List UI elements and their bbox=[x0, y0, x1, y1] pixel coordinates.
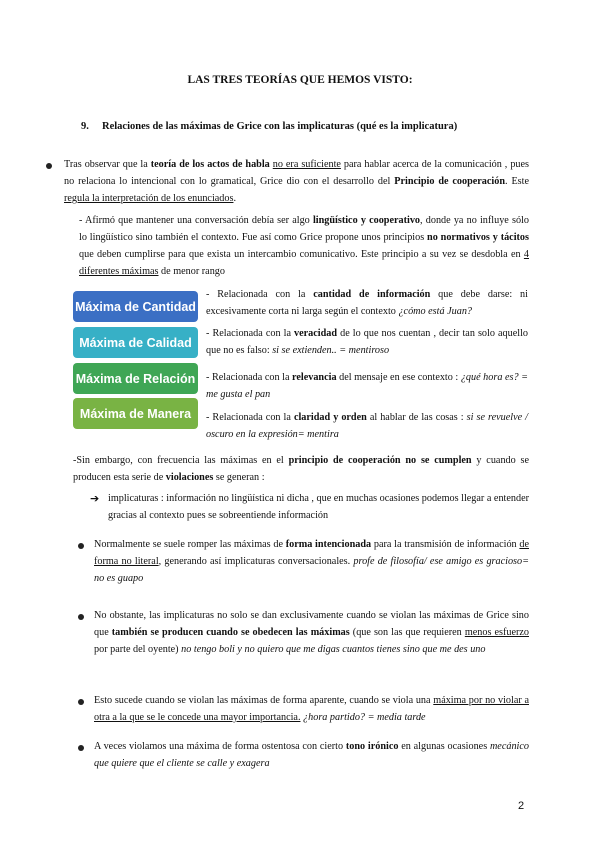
section-title: Relaciones de las máximas de Grice con las implicaturas (qué es la implicatura) bbox=[102, 121, 458, 132]
maxim-desc-manera: - Relacionada con la claridad y orden al hablar de las cosas : si se revuelve / oscuro en la expresión= mentira bbox=[206, 412, 528, 440]
maxim-box-calidad: Máxima de Calidad bbox=[73, 327, 198, 358]
cooperation-paragraph: - Afirmó que mantener una conversación debía ser algo lingüístico y cooperativo, donde ya no influye sólo lo lingüístico sino también el contexto. Fue así como Grice propone unos principios no normativos y tácitos que deben cumplirse para que exista un intercambio comunicativo. Este principio a su vez se desdobla en 4 diferentes máximas de menor rango bbox=[79, 215, 529, 277]
bullet-obeyed: No obstante, las implicaturas no solo se dan exclusivamente cuando se violan las máximas de Grice sino que también se producen cuando se obedecen las máximas (que son las que requieren menos esfuerzo por parte del oyente) no tengo boli y no quiero que me digas cuantos tienes sino que me des uno bbox=[94, 610, 529, 655]
page-number: 2 bbox=[518, 800, 525, 812]
maxim-box-cantidad: Máxima de Cantidad bbox=[73, 291, 198, 322]
bullet-intentional: Normalmente se suele romper las máximas de forma intencionada para la transmisión de información de forma no literal, generando así implicaturas conversacionales. profe de filosofía/ ese amigo es gracioso= no es guapo bbox=[94, 539, 529, 584]
bullet-dot bbox=[46, 163, 52, 169]
bullet-dot bbox=[78, 745, 84, 751]
maxim-desc-cantidad: - Relacionada con la cantidad de información que debe darse: ni excesivamente corta ni larga según el contexto ¿cómo está Juan? bbox=[206, 289, 528, 317]
bullet-dot bbox=[78, 614, 84, 620]
maxim-box-manera: Máxima de Manera bbox=[73, 398, 198, 429]
page-title: LAS TRES TEORÍAS QUE HEMOS VISTO: bbox=[187, 74, 413, 86]
bullet-ironic: A veces violamos una máxima de forma ostentosa con cierto tono irónico en algunas ocasiones mecánico que quiere que el cliente se calle y exagera bbox=[94, 741, 529, 769]
maxim-desc-calidad: - Relacionada con la veracidad de lo que nos cuentan , decir tan solo aquello que no es falso: si se extienden.. = mentiroso bbox=[206, 328, 528, 356]
bullet-apparent: Esto sucede cuando se violan las máximas de forma aparente, cuando se viola una máxima por no violar a otra a la que se le concede una mayor importancia. ¿hora partido? = media tarde bbox=[94, 695, 529, 723]
section-number: 9. bbox=[81, 121, 89, 132]
maxim-box-relacion: Máxima de Relación bbox=[73, 363, 198, 394]
intro-paragraph: Tras observar que la teoría de los actos de habla no era suficiente para hablar acerca de la comunicación , pues no relaciona lo intencional con lo gramatical, Grice dio con el desarrollo del Principio de cooperación. Este regula la interpretación de los enunciados. bbox=[64, 159, 529, 204]
violations-paragraph: -Sin embargo, con frecuencia las máximas en el principio de cooperación no se cumplen y cuando se producen esta serie de violaciones se generan : bbox=[73, 455, 530, 483]
bullet-dot bbox=[78, 543, 84, 549]
arrow-icon: ➔ bbox=[90, 492, 100, 505]
implicaturas-item: implicaturas : información no lingüística ni dicha , que en muchas ocasiones podemos llegar a entender gracias al contexto pues se sobreentiende información bbox=[108, 493, 529, 521]
bullet-dot bbox=[78, 699, 84, 705]
maxim-desc-relacion: - Relacionada con la relevancia del mensaje en ese contexto : ¿qué hora es? = me gusta el pan bbox=[206, 372, 528, 400]
